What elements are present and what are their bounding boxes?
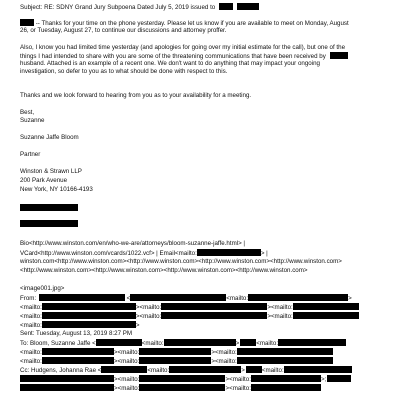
signature-title: Partner (20, 151, 41, 158)
redacted-line (20, 220, 78, 230)
winston-link-line-1 (20, 258, 342, 267)
redaction (251, 384, 321, 391)
redaction (197, 249, 261, 256)
quoted-sent-line: Sent: Tuesday, August 13, 2019 8:27 PM (20, 330, 133, 337)
signature-firm: Winston & Strawn LLP (20, 168, 82, 175)
redaction (42, 357, 114, 364)
redaction (130, 294, 226, 301)
body-paragraph-1: -- Thanks for your time on the phone yesterday. Please let us know if you are available to meet on Monday, August (20, 19, 349, 29)
redaction (42, 312, 136, 319)
redaction (139, 375, 225, 382)
redaction (293, 303, 359, 310)
signature-address-1: 200 Park Avenue (20, 177, 68, 184)
redaction (219, 3, 233, 10)
redaction (20, 375, 114, 382)
redaction (42, 303, 136, 310)
redaction (246, 366, 262, 373)
quoted-cc-mailto-line: ><mailto: ><mailto: (20, 384, 321, 394)
redaction (42, 348, 114, 355)
redaction (293, 312, 359, 319)
redaction (39, 294, 125, 301)
redaction (96, 339, 142, 346)
quoted-from-mailto-line: <mailto: > (20, 322, 140, 329)
attachment-image-label: <image001.jpg> (20, 285, 65, 292)
quoted-cc-line: Cc: Hudgens, Johanna Rae < <mailto: > <mailto: (20, 366, 352, 376)
winston-link[interactable]: <http://www.winston.com><http://www.winston.com><http://www.winston.com><http://www.winston.com> (20, 267, 308, 274)
redaction (237, 348, 333, 355)
body-paragraph-2: Also, I know you had limited time yesterday (and apologies for going over my initial estimate for the call), but one of the (20, 44, 346, 51)
subject-text: Subject: RE: SDNY Grand Jury Subpoena Dated July 5, 2019 issued to (20, 4, 216, 11)
signature-full-name: Suzanne Jaffe Bloom (20, 134, 79, 141)
body-paragraph-3: Thanks and we look forward to hearing from you as to your availability for a meeting. (20, 92, 252, 99)
redaction (101, 366, 147, 373)
body-paragraph-2-cont: husband. Attached is an example of a recent one. We don't want to do anything that may impact your ongoing (20, 60, 320, 67)
redaction (42, 321, 136, 328)
body-paragraph-2-cont: things I had intended to share with you are some of the threatening communications that have been received by (20, 52, 348, 62)
signature-address-2: New York, NY 10166-4193 (20, 186, 93, 193)
redaction (161, 303, 267, 310)
redaction (278, 339, 346, 346)
redaction (164, 339, 236, 346)
quoted-from-line: From: < <mailto: > (20, 295, 352, 302)
redaction (284, 366, 352, 373)
redaction (169, 366, 241, 373)
subject-line (20, 3, 259, 13)
quoted-cc-mailto-line: ><mailto: ><mailto: >; (20, 375, 351, 385)
vcard-link-line: VCard<http://www.winston.com/vcards/1022.vcf> | Email<mailto: > | (20, 250, 268, 257)
redaction (251, 375, 321, 382)
vcard-link[interactable]: VCard<http://www.winston.com/vcards/1022.vcf> | Email<mailto: (20, 250, 197, 257)
quoted-from-mailto-line: <mailto: ><mailto: ><mailto: (20, 312, 359, 322)
redaction (139, 357, 211, 364)
redacted-line (20, 204, 78, 214)
signature-closing: Best, (20, 109, 35, 116)
redaction (20, 220, 78, 227)
redaction (20, 384, 114, 391)
quoted-to-mailto-line: <mailto: ><mailto: ><mailto: (20, 357, 333, 367)
body-paragraph-2-cont: investigation, so defer to you as to what should be done with respect to this. (20, 68, 228, 75)
redaction (327, 375, 351, 382)
quoted-from-mailto-line: <mailto: ><mailto: ><mailto: (20, 303, 359, 313)
winston-link[interactable]: winston.com<http://www.winston.com><http://www.winston.com><http://www.winston.com><http://www.winston.com> (20, 258, 342, 265)
redaction (240, 339, 256, 346)
winston-link-line-2 (20, 267, 308, 276)
redaction (237, 3, 259, 10)
redaction (20, 19, 34, 26)
bio-link-line (20, 240, 245, 249)
redaction (139, 384, 225, 391)
signature-first-name: Suzanne (20, 117, 45, 124)
redaction (139, 348, 211, 355)
redaction (161, 312, 267, 319)
redaction (20, 204, 78, 211)
redaction (330, 52, 348, 59)
quoted-to-mailto-line: <mailto: ><mailto: ><mailto: (20, 348, 333, 358)
redaction (237, 357, 333, 364)
quoted-to-line: To: Bloom, Suzanne Jaffe < <mailto: > <mailto: (20, 339, 346, 349)
body-paragraph-1-cont: 26, or Tuesday, August 27, to continue our discussions and attorney proffer. (20, 27, 227, 34)
bio-link[interactable]: Bio<http://www.winston.com/en/who-we-are/attorneys/bloom-suzanne-jaffe.html> | (20, 240, 246, 247)
redaction (248, 294, 348, 301)
